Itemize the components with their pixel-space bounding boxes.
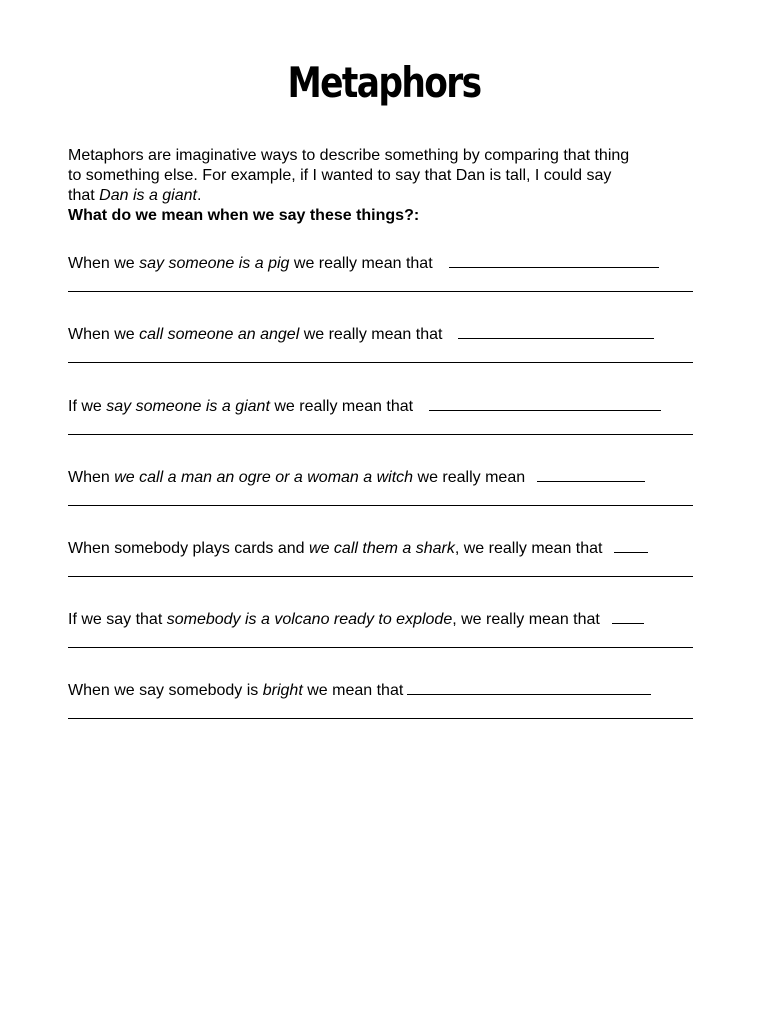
prompt-text: When we: [68, 326, 140, 343]
prompt-text: When we: [68, 255, 140, 272]
prompt-text: we really mean that: [269, 398, 414, 415]
intro-line-3: [68, 186, 708, 206]
question-prompt: [68, 396, 661, 417]
question-item-3: [68, 396, 708, 444]
prompt-metaphor: we call them a shark: [309, 540, 455, 557]
prompt-metaphor: bright: [262, 682, 303, 699]
prompt-text: If we: [68, 398, 107, 415]
prompt-text: When we say somebody is: [68, 682, 263, 699]
question-prompt: [68, 253, 659, 274]
answer-line[interactable]: [68, 647, 693, 648]
page-title: Metaphors: [287, 58, 481, 107]
question-item-6: [68, 609, 708, 657]
question-item-5: [68, 538, 708, 586]
prompt-metaphor: say someone is a pig: [139, 255, 290, 272]
prompt-metaphor: we call a man an ogre or a woman a witch: [114, 469, 414, 486]
prompt-text: we really mean: [413, 469, 526, 486]
prompt-text: , we really mean that: [452, 611, 600, 628]
answer-blank[interactable]: [458, 324, 654, 339]
prompt-metaphor: call someone an angel: [139, 326, 300, 343]
intro-line-3-pre: that: [68, 187, 100, 204]
question-prompt: [68, 538, 648, 559]
answer-line[interactable]: [68, 718, 693, 719]
intro-line-3-post: .: [196, 187, 202, 204]
answer-line[interactable]: [68, 291, 693, 292]
prompt-text: , we really mean that: [454, 540, 603, 557]
question-prompt: [68, 324, 654, 345]
prompt-text: we really mean that: [299, 326, 443, 343]
answer-blank[interactable]: [612, 609, 644, 624]
answer-line[interactable]: [68, 434, 693, 435]
answer-blank[interactable]: [407, 680, 651, 695]
question-item-1: [68, 253, 708, 301]
prompt-metaphor: say someone is a giant: [106, 398, 270, 415]
question-item-7: [68, 680, 708, 728]
question-prompt: [68, 680, 651, 701]
answer-line[interactable]: [68, 505, 693, 506]
prompt-text: we mean that: [302, 682, 404, 699]
answer-line[interactable]: [68, 576, 693, 577]
answer-blank[interactable]: [614, 538, 648, 553]
prompt-text: When: [68, 469, 115, 486]
prompt-metaphor: somebody is a volcano ready to explode: [166, 611, 453, 628]
prompt-text: we really mean that: [289, 255, 433, 272]
answer-line[interactable]: [68, 362, 693, 363]
answer-blank[interactable]: [537, 467, 645, 482]
question-item-2: [68, 324, 708, 372]
answer-blank[interactable]: [449, 253, 659, 268]
intro-line-2: to something else. For example, if I wanted to say that Dan is tall, I could say: [68, 167, 612, 184]
prompt-text: If we say that: [68, 611, 167, 628]
intro-paragraph: [68, 146, 708, 226]
answer-blank[interactable]: [429, 396, 661, 411]
instruction-question: What do we mean when we say these things?:: [68, 207, 420, 224]
question-item-4: [68, 467, 708, 515]
question-prompt: [68, 609, 644, 630]
intro-example: Dan is a giant: [99, 187, 197, 204]
prompt-text: When somebody plays cards and: [68, 540, 310, 557]
question-prompt: [68, 467, 645, 488]
intro-line-1: Metaphors are imaginative ways to describe something by comparing that thing: [68, 147, 630, 164]
